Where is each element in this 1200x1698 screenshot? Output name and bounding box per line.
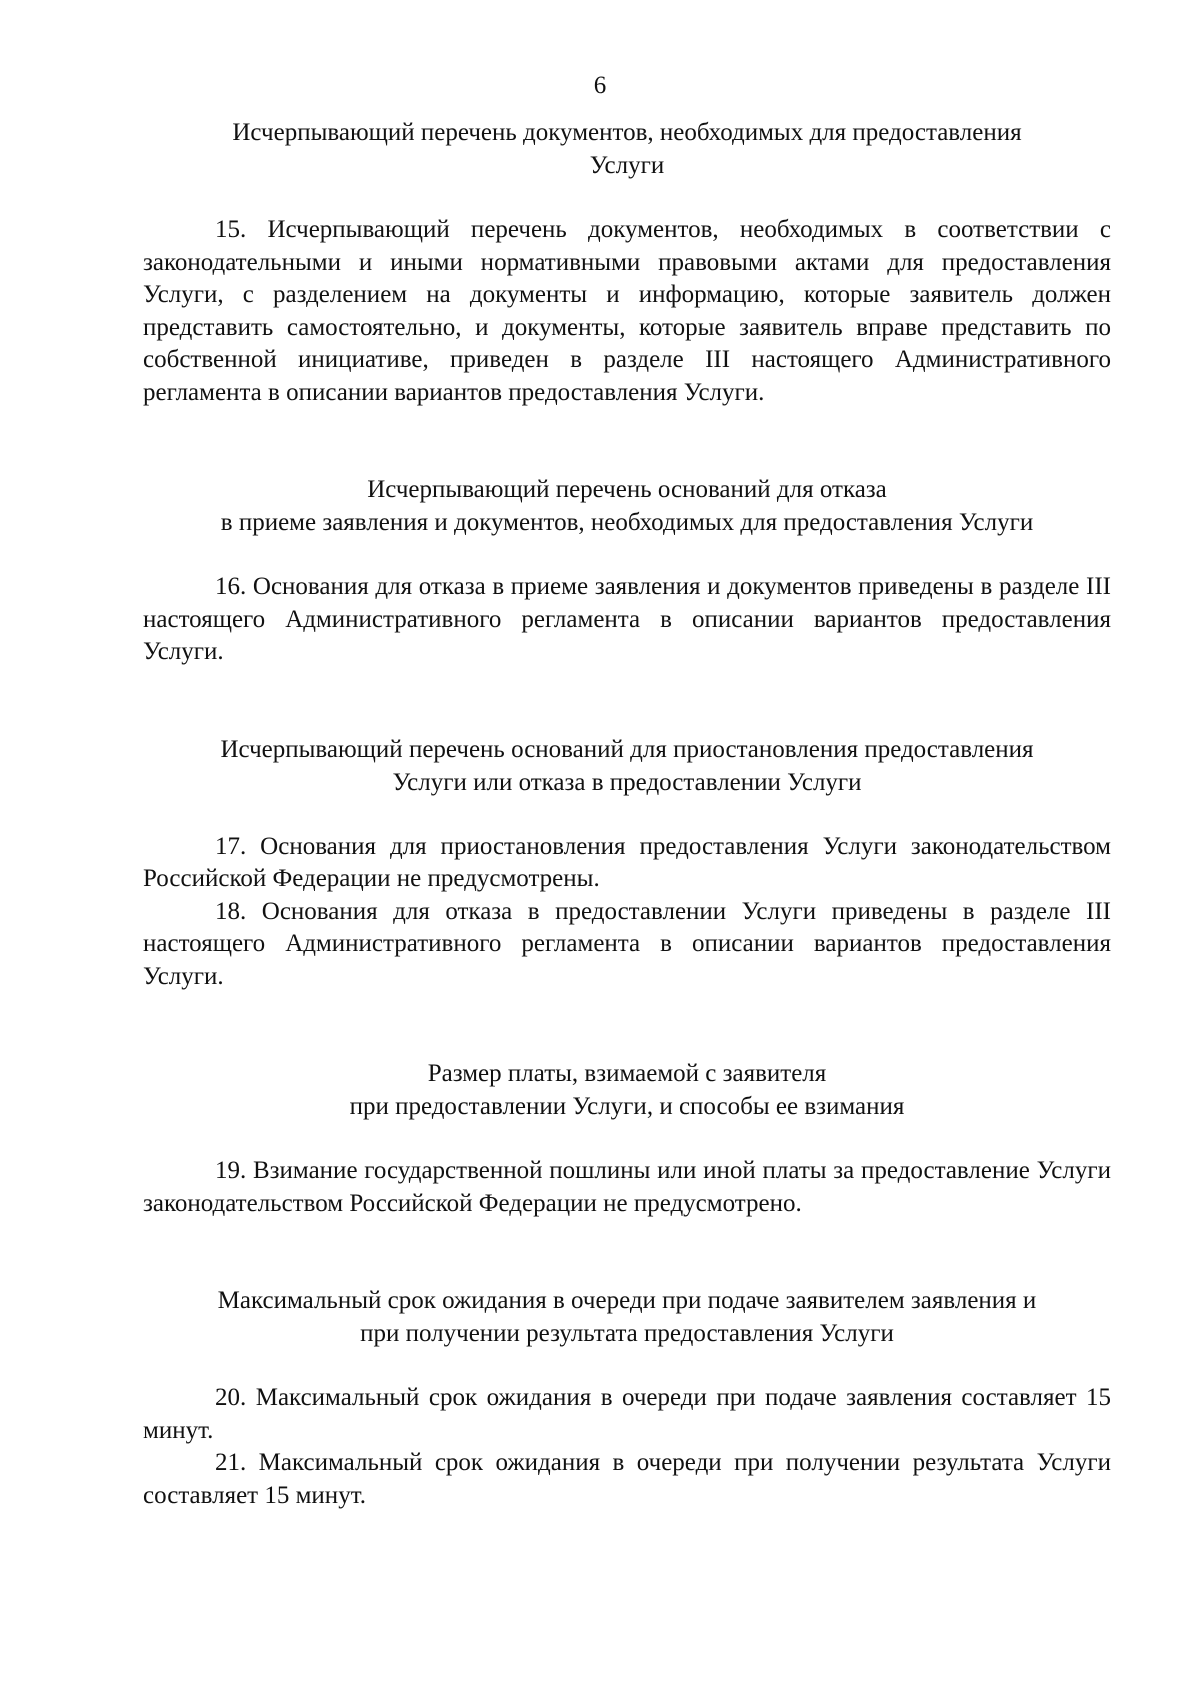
section-heading (143, 733, 1111, 799)
section-queue-time (143, 1284, 1111, 1512)
page-number: 6 (593, 72, 607, 99)
paragraph-18: 18. Основания для отказа в предоставлении Услуги приведены в разделе III настоящего Административного регламента в описании вариантов предоставления Услуги. (143, 897, 1111, 990)
section-refusal-acceptance (143, 473, 1111, 669)
heading-line: в приеме заявления и документов, необходимых для предоставления Услуги (220, 509, 1034, 536)
paragraph-20: 20. Максимальный срок ожидания в очереди при подаче заявления составляет 15 минут. (143, 1384, 1111, 1444)
section-heading (143, 1057, 1111, 1123)
paragraph-15: 15. Исчерпывающий перечень документов, необходимых в соответствии с законодательными и иными нормативными правовыми актами для предоставления Услуги, с разделением на документы и информацию, которые заявитель должен представить самостоятельно, и документы, которые заявитель вправе представить по собственной инициативе, приведен в разделе III настоящего Административного регламента в описании вариантов предоставления Услуги. (143, 216, 1111, 406)
heading-line: Максимальный срок ожидания в очереди при подаче заявителем заявления и (217, 1287, 1037, 1314)
paragraph-21: 21. Максимальный срок ожидания в очереди при получении результата Услуги составляет 15 минут. (143, 1449, 1111, 1509)
section-heading (143, 1284, 1111, 1350)
heading-line: Исчерпывающий перечень оснований для отказа (367, 476, 887, 503)
heading-line: Услуги (589, 152, 665, 179)
paragraph-19: 19. Взимание государственной пошлины или иной платы за предоставление Услуги законодательством Российской Федерации не предусмотрено. (143, 1157, 1111, 1217)
section-heading (143, 473, 1111, 539)
heading-line: Услуги или отказа в предоставлении Услуги (392, 768, 862, 796)
section-documents-list (143, 116, 1111, 409)
paragraph-16: 16. Основания для отказа в приеме заявления и документов приведены в разделе III настоящего Административного регламента в описании вариантов предоставления Услуги. (143, 573, 1111, 665)
section-suspension-refusal (143, 733, 1111, 994)
document-body (143, 116, 1111, 1512)
section-heading (143, 116, 1111, 182)
heading-line: Исчерпывающий перечень оснований для приостановления предоставления (220, 735, 1034, 763)
heading-line: Размер платы, взимаемой с заявителя (427, 1060, 827, 1087)
paragraph-17: 17. Основания для приостановления предоставления Услуги законодательством Российской Федерации не предусмотрены. (143, 832, 1111, 892)
section-fee (143, 1057, 1111, 1220)
heading-line: при предоставлении Услуги, и способы ее взимания (349, 1093, 905, 1120)
heading-line: Исчерпывающий перечень документов, необходимых для предоставления (232, 119, 1022, 146)
heading-line: при получении результата предоставления Услуги (360, 1320, 894, 1347)
